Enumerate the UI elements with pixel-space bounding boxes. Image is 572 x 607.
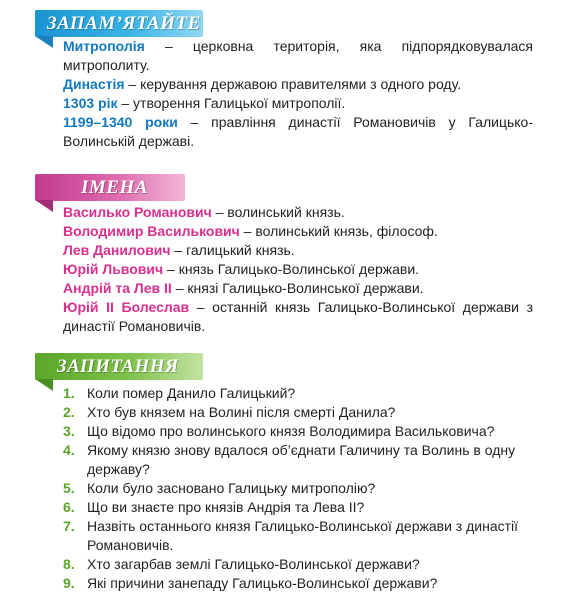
definition-term: Династія [63,76,125,92]
question-number: 8. [63,556,75,572]
question-item [63,517,533,555]
name-description: – волинський князь. [211,204,345,220]
name-term: Юрій II Болеслав [63,299,190,315]
definition-item [63,94,533,113]
definition-term: 1303 рік [63,95,118,111]
question-text: Хто був князем на Волині після смерті Данила? [87,404,396,420]
question-item [63,384,533,403]
question-item [63,498,533,517]
name-description: – князі Галицько-Волинської держави. [171,280,424,296]
definition-item [63,37,533,75]
name-term: Андрій та Лев II [63,280,172,296]
question-number: 9. [63,575,75,591]
names-section [63,203,533,336]
name-description: – волинський князь, філософ. [239,223,438,239]
definition-item [63,75,533,94]
name-description: – галицький князь. [170,242,295,258]
remember-section [63,37,533,151]
question-text: Що ви знаєте про князів Андрія та Лева II? [87,499,365,515]
name-item [63,222,533,241]
question-number: 3. [63,423,75,439]
question-text: Якому князю знову вдалося об’єднати Галичину та Волинь в одну державу? [87,442,516,477]
name-term: Володимир Василькович [63,223,240,239]
question-item [63,403,533,422]
question-text: Хто загарбав землі Галицько-Волинської держави? [87,556,420,572]
name-item [63,298,533,336]
questions-banner: ЗАПИТАННЯ [35,353,203,380]
question-item [63,479,533,498]
question-number: 5. [63,480,75,496]
banner-fold-decoration [35,200,53,212]
question-text: Які причини занепаду Галицько-Волинської держави? [87,575,438,591]
name-item [63,279,533,298]
name-description: – останній князь Галицько-Волинської держави з династії Романовичів. [63,299,533,334]
remember-banner: ЗАПАМ’ЯТАЙТЕ [35,10,203,37]
names-banner: ІМЕНА [35,174,185,201]
questions-list [63,384,533,593]
banner-fold-decoration [35,379,53,391]
question-item [63,574,533,593]
definition-term: 1199–1340 роки [63,114,178,130]
question-item [63,555,533,574]
question-text: Коли було засновано Галицьку митрополію? [87,480,376,496]
name-item [63,203,533,222]
definition-text: – правління династії Романовичів у Галицько-Волинській державі. [63,114,533,149]
question-text: Коли помер Данило Галицький? [87,385,296,401]
name-term: Василько Романович [63,204,212,220]
definition-text: – утворення Галицької митрополії. [117,95,346,111]
definition-term: Митрополія [63,38,145,54]
name-term: Лев Данилович [63,242,171,258]
question-text: Що відомо про волинського князя Володимира Васильковича? [87,423,495,439]
question-item [63,422,533,441]
name-term: Юрій Львович [63,261,164,277]
question-number: 4. [63,442,75,458]
question-number: 6. [63,499,75,515]
definition-item [63,113,533,151]
name-item [63,260,533,279]
name-description: – князь Галицько-Волинської держави. [163,261,420,277]
question-text: Назвіть останнього князя Галицько-Волинської держави з династії Романовичів. [87,518,519,553]
question-number: 2. [63,404,75,420]
definition-text: – керування державою правителями з одного роду. [124,76,462,92]
question-number: 7. [63,518,75,534]
question-number: 1. [63,385,75,401]
question-item [63,441,533,479]
banner-fold-decoration [35,36,53,48]
definition-text: – церковна територія, яка підпорядковувалася митрополиту. [63,38,533,73]
name-item [63,241,533,260]
